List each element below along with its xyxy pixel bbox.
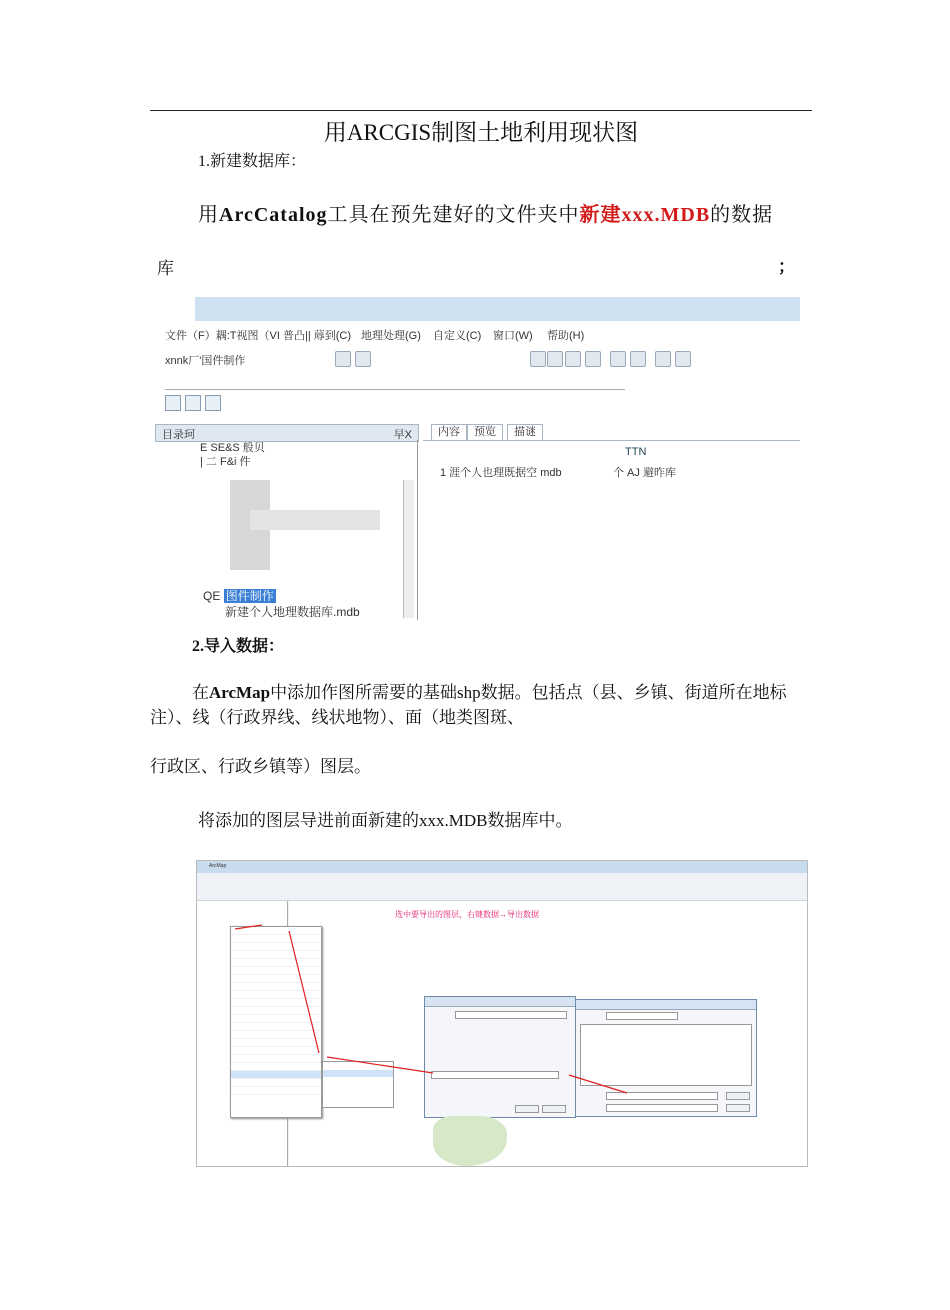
step2-paragraph-export: 将添加的图层导进前面新建的xxx.MDB数据库中。 (198, 811, 573, 830)
zoom-in-icon[interactable] (530, 351, 546, 367)
tree-scrollbar[interactable] (403, 480, 414, 618)
catalog-pane-title: 目录珂 (162, 429, 195, 441)
menu-help[interactable]: 帮助(H) (547, 330, 585, 342)
tab-preview[interactable]: 预览 (467, 424, 503, 440)
tree-item[interactable]: E SE&S 般贝 (200, 442, 265, 454)
content-tabs (423, 424, 800, 441)
edit-icon[interactable] (165, 395, 181, 411)
arrow-line (289, 931, 319, 1053)
step1-heading: 1.新建数据库： (198, 153, 307, 170)
tree-item-database[interactable]: 新建个人地理数据库.mdb (225, 605, 360, 619)
content-item-name[interactable]: 1 涯个人也理既据空 mdb (440, 467, 562, 479)
tree-item[interactable]: | 二 F&i 件 (200, 456, 251, 468)
identify-icon[interactable] (655, 351, 671, 367)
step2-paragraph-cont: 行政区、行政乡镇等）图层。 (150, 757, 371, 776)
menu-goto[interactable]: 普凸|| 蓐到(C) (283, 330, 352, 342)
window-title: ArcMap (209, 863, 227, 869)
copy-icon[interactable] (185, 395, 201, 411)
annotation-arrows (197, 861, 807, 1166)
menu-file[interactable]: 文件（F）耦:T视图（VI (165, 330, 280, 342)
header-rule (150, 110, 812, 111)
menu-window[interactable]: 窗口(W) (493, 330, 533, 342)
measure-icon[interactable] (675, 351, 691, 367)
page-title: 用ARCGIS制图土地利用现状图 (323, 120, 639, 145)
step1-paragraph: 用ArcCatalog工具在预先建好的文件夹中新建xxx.MDB的数据 (198, 204, 774, 226)
blurred-region (250, 510, 380, 530)
window-titlebar (195, 297, 800, 321)
forward-icon[interactable] (630, 351, 646, 367)
step1-paragraph-end: 库 (157, 259, 174, 278)
annotation-note: 选中要导出的图层，右键数据→导出数据 (395, 910, 539, 919)
menu-geoprocessing[interactable]: 地理处理(G) (361, 330, 421, 342)
tab-contents[interactable]: 内容 (431, 424, 467, 440)
back-icon[interactable] (610, 351, 626, 367)
tree-folder-selected[interactable]: QE 图件制作 (203, 589, 274, 603)
list-view-icon[interactable] (355, 351, 371, 367)
arccatalog-screenshot (155, 297, 800, 620)
catalog-tree (155, 440, 418, 620)
step1-semicolon: ； (778, 257, 795, 276)
column-header-type: TTN (625, 446, 647, 458)
zoom-out-icon[interactable] (547, 351, 563, 367)
content-item-type: 个 AJ 避昨库 (613, 467, 676, 479)
pane-close-icon[interactable]: 早X (393, 429, 412, 441)
toolbar-location-label: xnnk厂'国件制作 (165, 355, 246, 367)
location-combobox[interactable] (165, 375, 625, 390)
search-icon[interactable] (205, 395, 221, 411)
arrow-line (235, 925, 262, 929)
full-extent-icon[interactable] (585, 351, 601, 367)
tab-description[interactable]: 描谜 (507, 424, 543, 440)
pan-icon[interactable] (565, 351, 581, 367)
arcmap-screenshot (196, 860, 808, 1167)
step2-heading: 2.导入数据： (192, 638, 285, 655)
step2-paragraph: 在ArcMap中添加作图所需要的基础shp数据。包括点（县、乡镇、街道所在地标注）、线（行政界线、线状地物）、面（地类图斑、 (150, 683, 787, 727)
menu-customize[interactable]: 自定义(C) (433, 330, 482, 342)
menu-bar (155, 325, 800, 343)
details-view-icon[interactable] (335, 351, 351, 367)
arrow-line (569, 1075, 627, 1093)
main-toolbar (155, 349, 800, 369)
arrow-line (327, 1057, 433, 1073)
